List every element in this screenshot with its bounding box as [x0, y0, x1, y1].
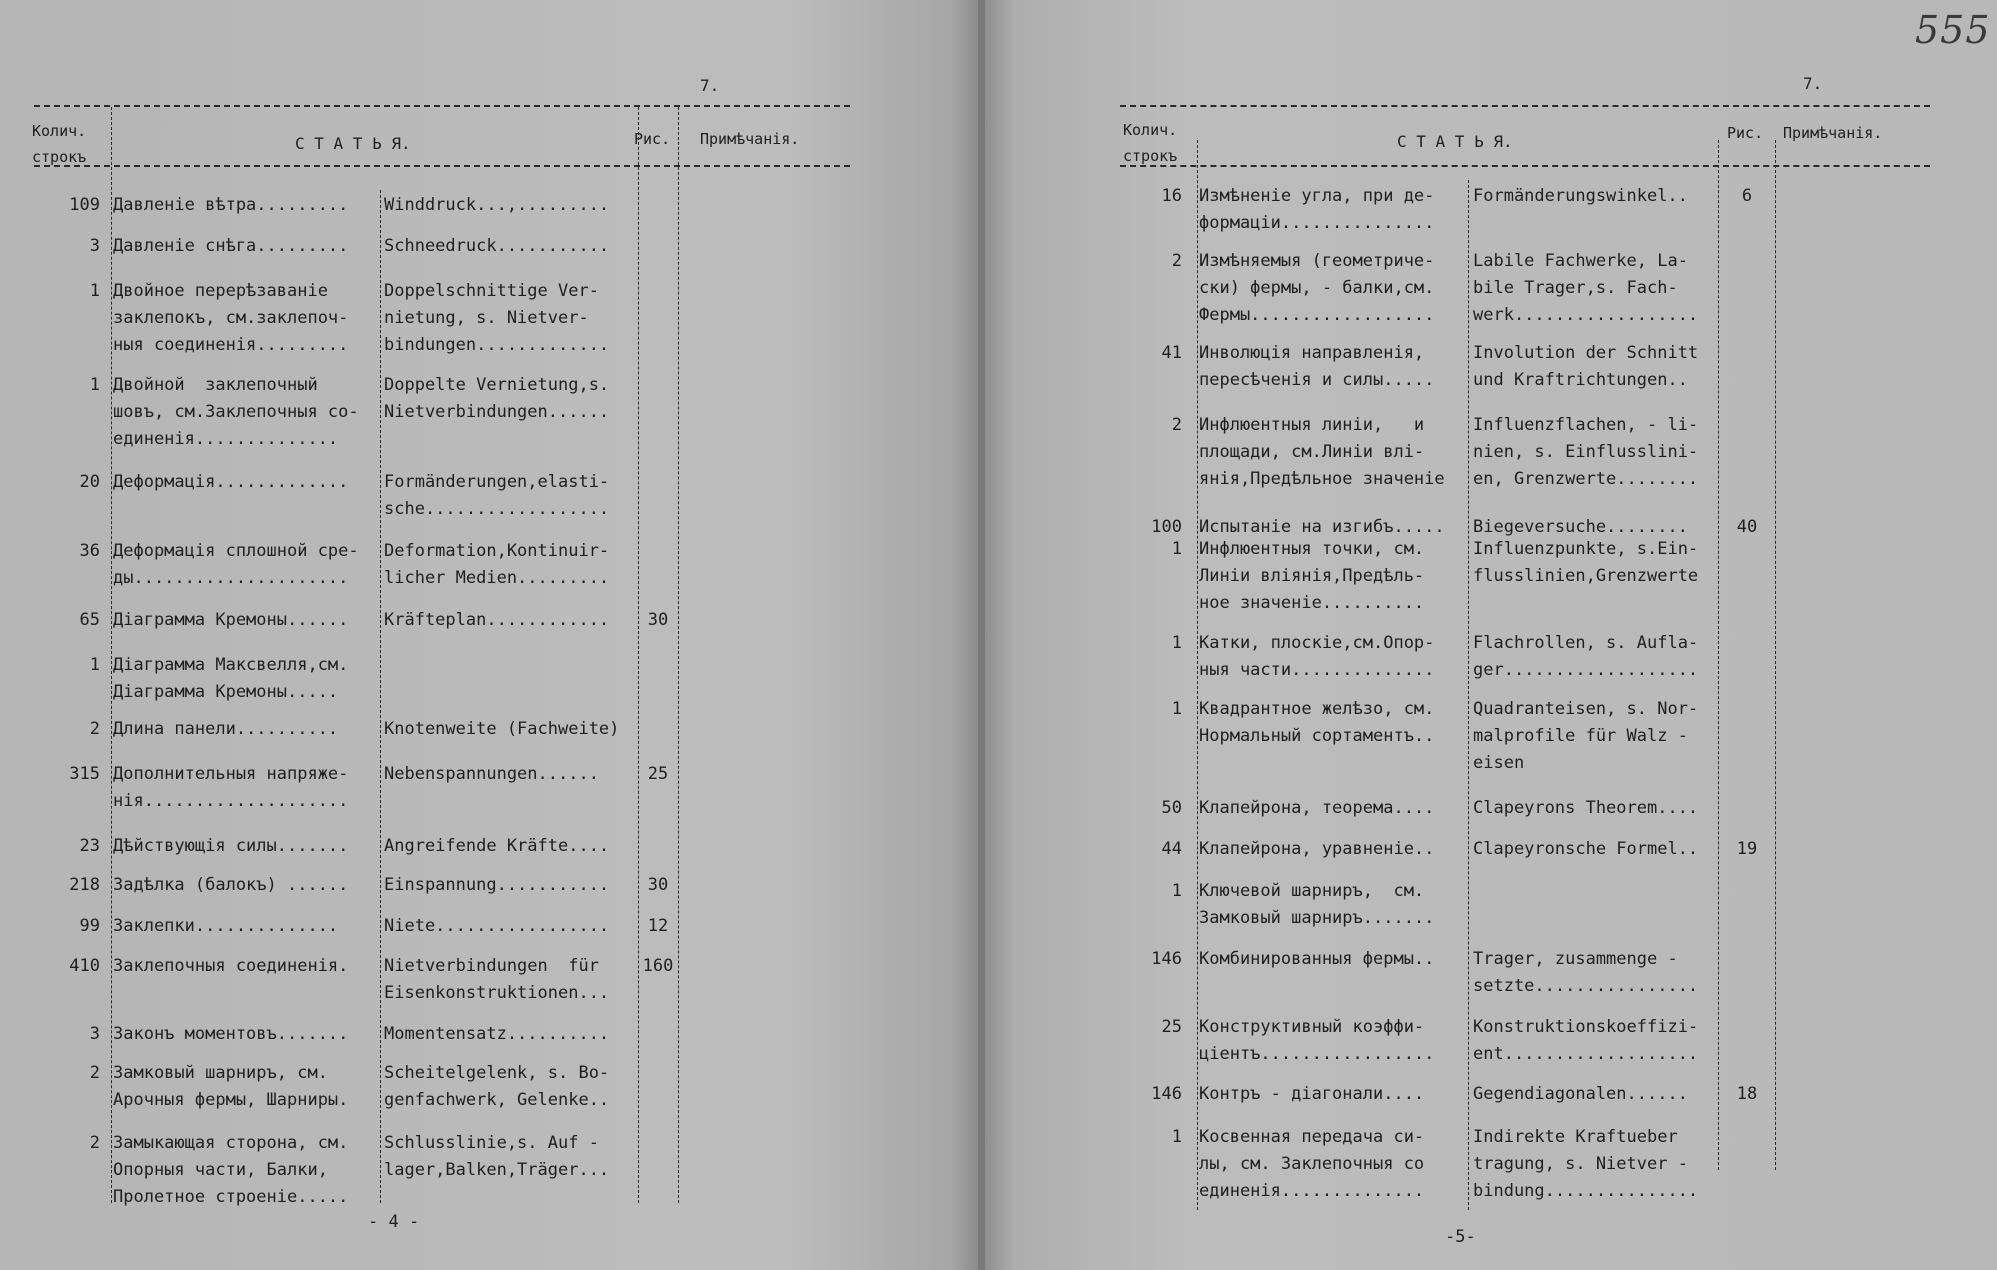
russian-term — [113, 372, 359, 453]
russian-term — [1199, 536, 1424, 617]
line-count: 100 — [1151, 517, 1182, 537]
german-term — [1473, 1124, 1698, 1205]
german-term — [384, 192, 609, 219]
german-term-line: Labile Fachwerke, La- — [1473, 251, 1688, 271]
line-count: 1 — [89, 655, 100, 675]
left-column-rule-2 — [380, 190, 381, 1203]
german-term — [1473, 536, 1698, 590]
left-column-rule-3 — [638, 107, 639, 1203]
russian-term-line: Давленіе вѣтра......... — [113, 195, 349, 215]
figure-number: 40 — [1736, 517, 1758, 537]
german-term-line: Deformation,Kontinuir- — [384, 541, 610, 561]
line-count: 44 — [1161, 839, 1182, 859]
russian-term-line: Контръ - діагонали.... — [1199, 1084, 1425, 1104]
right-article-header: С Т А Т Ь Я. — [1397, 132, 1513, 151]
russian-term-line: Инволюція направленія, — [1199, 343, 1425, 363]
russian-term-line: площади, см.Линіи влі- — [1199, 442, 1425, 462]
german-term-line: und Kraftrichtungen.. — [1473, 370, 1688, 390]
line-count: 1 — [89, 281, 100, 301]
line-count: 2 — [89, 1063, 100, 1083]
figure-number: 12 — [647, 916, 669, 936]
german-term — [1473, 412, 1698, 493]
left-qty-header-line1: Колич. — [32, 122, 87, 140]
german-term-line: ent................... — [1473, 1044, 1699, 1064]
left-notes-header: Примѣчанія. — [700, 130, 800, 148]
russian-term-line: Діаграмма Кремоны..... — [113, 682, 339, 702]
russian-term — [1199, 248, 1434, 329]
russian-term-line: Деформація сплошной сре- — [113, 541, 359, 561]
line-count: 315 — [69, 764, 100, 784]
russian-term — [113, 716, 338, 743]
right-page — [985, 0, 1997, 1270]
right-column-rule-3 — [1718, 140, 1719, 1170]
line-count: 65 — [79, 610, 100, 630]
russian-term — [1199, 1124, 1424, 1205]
german-term — [1473, 248, 1698, 329]
line-count: 2 — [89, 1133, 100, 1153]
figure-number: 30 — [647, 875, 669, 895]
german-term-line: Formänderungen,elasti- — [384, 472, 610, 492]
german-term-line: Einspannung........... — [384, 875, 610, 895]
german-term-line: werk.................. — [1473, 305, 1699, 325]
right-column-rule-4 — [1775, 140, 1776, 1170]
german-term — [1473, 183, 1688, 210]
line-count: 16 — [1161, 186, 1182, 206]
russian-term-line: Клапейрона, уравненіе.. — [1199, 839, 1435, 859]
line-count: 36 — [79, 541, 100, 561]
line-count: 2 — [1171, 251, 1182, 271]
german-term — [384, 1060, 609, 1114]
russian-term-line: Измѣненіе угла, при де- — [1199, 186, 1435, 206]
german-term-line: Involution der Schnitt — [1473, 343, 1699, 363]
russian-term-line: шовъ, см.Заклепочныя со- — [113, 402, 359, 422]
russian-term — [1199, 836, 1434, 863]
left-fig-header: Рис. — [634, 130, 671, 148]
german-term — [384, 872, 609, 899]
russian-term — [113, 192, 348, 219]
line-count: 218 — [69, 875, 100, 895]
german-term-line: tragung, s. Nietver - — [1473, 1154, 1688, 1174]
figure-number: 19 — [1736, 839, 1758, 859]
russian-term-line: Діаграмма Кремоны...... — [113, 610, 349, 630]
russian-term-line: Инфлюентныя точки, см. — [1199, 539, 1425, 559]
russian-term-line: ное значеніе.......... — [1199, 593, 1425, 613]
line-count: 2 — [89, 719, 100, 739]
russian-term — [1199, 696, 1434, 750]
line-count: 146 — [1151, 1084, 1182, 1104]
russian-term — [113, 469, 348, 496]
german-term-line: Quadranteisen, s. Nor- — [1473, 699, 1699, 719]
german-term-line: Scheitelgelenk, s. Bo- — [384, 1063, 610, 1083]
german-term-line: lager,Balken,Träger... — [384, 1160, 610, 1180]
german-term-line: Nietverbindungen...... — [384, 402, 610, 422]
right-top-rule — [1120, 105, 1930, 107]
right-qty-header-line2: строкъ — [1123, 147, 1178, 165]
german-term — [1473, 696, 1698, 777]
line-count: 1 — [1171, 881, 1182, 901]
handwritten-page-number: 555 — [1915, 8, 1991, 52]
german-term — [1473, 630, 1698, 684]
russian-term-line: Задѣлка (балокъ) ...... — [113, 875, 349, 895]
german-term-line: setzte................ — [1473, 976, 1699, 996]
russian-term-line: ски) фермы, - балки,см. — [1199, 278, 1435, 298]
german-term-line: Knotenweite (Fachweite) — [384, 719, 620, 739]
german-term — [1473, 1014, 1698, 1068]
russian-term-line: Опорныя части, Балки, — [113, 1160, 328, 1180]
right-header-number: 7. — [1803, 74, 1823, 93]
russian-term — [1199, 1081, 1424, 1108]
german-term-line: Winddruck...,......... — [384, 195, 610, 215]
german-term — [384, 761, 599, 788]
german-term-line: Angreifende Kräfte.... — [384, 836, 610, 856]
german-term — [1473, 836, 1698, 863]
russian-term-line: Испытаніе на изгибъ..... — [1199, 517, 1445, 537]
line-count: 99 — [79, 916, 100, 936]
german-term-line: nien, s. Einflusslini- — [1473, 442, 1699, 462]
russian-term-line: единенія.............. — [113, 429, 339, 449]
right-qty-header-line1: Колич. — [1123, 121, 1178, 139]
right-page-number: -5- — [1445, 1227, 1476, 1247]
russian-term-line: Заклепки.............. — [113, 916, 339, 936]
russian-term — [113, 538, 359, 592]
russian-term-line: единенія.............. — [1199, 1181, 1425, 1201]
line-count: 146 — [1151, 949, 1182, 969]
german-term-line: flusslinien,Grenzwerte — [1473, 566, 1699, 586]
right-header-rule — [1120, 165, 1930, 167]
russian-term-line: Косвенная передача си- — [1199, 1127, 1425, 1147]
russian-term — [113, 233, 348, 260]
line-count: 50 — [1161, 798, 1182, 818]
figure-number: 25 — [647, 764, 669, 784]
german-term-line: bindung............... — [1473, 1181, 1699, 1201]
russian-term — [113, 913, 338, 940]
left-top-rule — [34, 105, 850, 107]
german-term-line: Schlusslinie,s. Auf - — [384, 1133, 599, 1153]
german-term-line: Nietverbindungen für — [384, 956, 599, 976]
russian-term-line: лы, см. Заклепочныя со — [1199, 1154, 1425, 1174]
line-count: 20 — [79, 472, 100, 492]
russian-term — [113, 872, 348, 899]
figure-number: 160 — [642, 956, 674, 976]
russian-term-line: Нормальный сортаментъ.. — [1199, 726, 1435, 746]
german-term-line: Schneedruck........... — [384, 236, 610, 256]
russian-term — [113, 1021, 348, 1048]
russian-term-line: Квадрантное желѣзо, см. — [1199, 699, 1435, 719]
german-term-line: Nebenspannungen...... — [384, 764, 599, 784]
german-term-line: Kräfteplan............ — [384, 610, 610, 630]
russian-term — [1199, 183, 1434, 237]
german-term — [384, 607, 609, 634]
german-term — [384, 1021, 609, 1048]
line-count: 1 — [1171, 1127, 1182, 1147]
line-count: 1 — [1171, 633, 1182, 653]
russian-term-line: Дополнительныя напряже- — [113, 764, 349, 784]
figure-number: 18 — [1736, 1084, 1758, 1104]
german-term-line: Niete................. — [384, 916, 610, 936]
russian-term-line: ды..................... — [113, 568, 349, 588]
russian-term-line: Двойное перерѣзаваніе — [113, 281, 328, 301]
german-term-line: bindungen............. — [384, 335, 610, 355]
right-column-rule-2 — [1468, 180, 1469, 1210]
left-column-rule-1 — [111, 107, 112, 1203]
russian-term-line: Деформація............. — [113, 472, 349, 492]
left-qty-header-line2: строкъ — [32, 148, 87, 166]
russian-term — [113, 953, 348, 980]
german-term — [384, 538, 609, 592]
line-count: 3 — [89, 1024, 100, 1044]
russian-term-line: Арочныя фермы, Шарниры. — [113, 1090, 349, 1110]
right-qty-header — [1123, 117, 1177, 169]
german-term — [384, 469, 609, 523]
line-count: 41 — [1161, 343, 1182, 363]
russian-term — [1199, 340, 1434, 394]
german-term-line: Formänderungswinkel.. — [1473, 186, 1688, 206]
german-term-line: Gegendiagonalen...... — [1473, 1084, 1688, 1104]
german-term-line: ger................... — [1473, 660, 1699, 680]
russian-term — [1199, 946, 1434, 973]
german-term-line: sche.................. — [384, 499, 610, 519]
german-term-line: Indirekte Kraftueber — [1473, 1127, 1678, 1147]
german-term — [1473, 946, 1698, 1000]
german-term-line: nietung, s. Nietver- — [384, 308, 589, 328]
russian-term-line: нія.................... — [113, 791, 349, 811]
left-qty-header — [32, 118, 86, 170]
german-term-line: Influenzflachen, - li- — [1473, 415, 1699, 435]
russian-term-line: Замковый шарниръ....... — [1199, 908, 1435, 928]
german-term-line: eisen — [1473, 753, 1525, 773]
russian-term-line: Комбинированныя фермы.. — [1199, 949, 1435, 969]
german-term — [384, 233, 609, 260]
russian-term-line: ціентъ................. — [1199, 1044, 1435, 1064]
line-count: 1 — [1171, 699, 1182, 719]
russian-term-line: Замыкающая сторона, см. — [113, 1133, 349, 1153]
russian-term — [113, 1060, 348, 1114]
left-header-rule — [34, 165, 850, 167]
german-term-line: Momentensatz.......... — [384, 1024, 610, 1044]
russian-term-line: формаціи............... — [1199, 213, 1435, 233]
russian-term-line: пересѣченія и силы..... — [1199, 370, 1435, 390]
left-header-number: 7. — [700, 76, 720, 95]
line-count: 1 — [1171, 539, 1182, 559]
german-term-line: Konstruktionskoeffizi- — [1473, 1017, 1699, 1037]
russian-term-line: Дѣйствующія силы....... — [113, 836, 349, 856]
russian-term — [113, 1130, 348, 1211]
russian-term — [113, 652, 348, 706]
russian-term — [1199, 630, 1434, 684]
russian-term-line: Фермы.................. — [1199, 305, 1435, 325]
left-article-header: С Т А Т Ь Я. — [295, 134, 411, 153]
russian-term-line: ныя части.............. — [1199, 660, 1435, 680]
line-count: 2 — [1171, 415, 1182, 435]
german-term — [1473, 795, 1698, 822]
left-column-rule-4 — [678, 107, 679, 1203]
line-count: 23 — [79, 836, 100, 856]
russian-term — [1199, 878, 1434, 932]
german-term-line: licher Medien......... — [384, 568, 610, 588]
russian-term — [113, 278, 348, 359]
figure-number: 30 — [647, 610, 669, 630]
left-page — [0, 0, 980, 1270]
russian-term-line: Инфлюентныя линіи, и — [1199, 415, 1425, 435]
german-term-line: Biegeversuche........ — [1473, 517, 1688, 537]
german-term — [384, 1130, 609, 1184]
russian-term-line: Линіи вліянія,Предѣль- — [1199, 566, 1425, 586]
german-term-line: malprofile für Walz - — [1473, 726, 1688, 746]
russian-term — [1199, 795, 1434, 822]
russian-term-line: Замковый шарниръ, см. — [113, 1063, 328, 1083]
line-count: 1 — [89, 375, 100, 395]
german-term — [1473, 1081, 1688, 1108]
russian-term — [1199, 1014, 1434, 1068]
russian-term-line: Двойной заклепочный — [113, 375, 318, 395]
line-count: 3 — [89, 236, 100, 256]
german-term-line: genfachwerk, Gelenke.. — [384, 1090, 610, 1110]
german-term-line: Doppelschnittige Ver- — [384, 281, 599, 301]
german-term-line: Trager, zusammenge - — [1473, 949, 1678, 969]
russian-term-line: Длина панели.......... — [113, 719, 339, 739]
russian-term-line: Измѣняемыя (геометриче- — [1199, 251, 1435, 271]
german-term — [1473, 340, 1698, 394]
line-count: 410 — [69, 956, 100, 976]
german-term-line: Doppelte Vernietung,s. — [384, 375, 610, 395]
right-fig-header: Рис. — [1727, 124, 1764, 142]
german-term — [384, 953, 609, 1007]
german-term-line: Flachrollen, s. Aufla- — [1473, 633, 1699, 653]
russian-term-line: Заклепочныя соединенія. — [113, 956, 349, 976]
german-term-line: bile Trager,s. Fach- — [1473, 278, 1678, 298]
russian-term-line: Давленіе снѣга......... — [113, 236, 349, 256]
russian-term — [113, 607, 348, 634]
russian-term-line: ныя соединенія......... — [113, 335, 349, 355]
german-term-line: Eisenkonstruktionen... — [384, 983, 610, 1003]
right-notes-header: Примѣчанія. — [1783, 124, 1883, 142]
line-count: 109 — [69, 195, 100, 215]
german-term — [384, 716, 619, 743]
russian-term-line: янія,Предѣльное значеніе — [1199, 469, 1445, 489]
russian-term-line: Конструктивный коэффи- — [1199, 1017, 1425, 1037]
russian-term-line: Діаграмма Максвелля,см. — [113, 655, 349, 675]
russian-term-line: Пролетное строеніе..... — [113, 1187, 349, 1207]
german-term — [384, 833, 609, 860]
left-page-number: - 4 - — [368, 1212, 420, 1232]
german-term-line: en, Grenzwerte........ — [1473, 469, 1699, 489]
german-term-line: Clapeyrons Theorem.... — [1473, 798, 1699, 818]
russian-term — [1199, 412, 1445, 493]
german-term-line: Clapeyronsche Formel.. — [1473, 839, 1699, 859]
russian-term — [113, 761, 348, 815]
line-count: 25 — [1161, 1017, 1182, 1037]
russian-term — [113, 833, 348, 860]
russian-term-line: Катки, плоскіе,см.Опор- — [1199, 633, 1435, 653]
figure-number: 6 — [1741, 186, 1753, 206]
russian-term-line: Клапейрона, теорема.... — [1199, 798, 1435, 818]
russian-term-line: Ключевой шарниръ, см. — [1199, 881, 1425, 901]
german-term — [384, 278, 609, 359]
russian-term-line: заклепокъ, см.заклепоч- — [113, 308, 349, 328]
russian-term-line: Законъ моментовъ....... — [113, 1024, 349, 1044]
right-column-rule-1 — [1197, 140, 1198, 1210]
german-term-line: Influenzpunkte, s.Ein- — [1473, 539, 1699, 559]
german-term — [384, 913, 609, 940]
german-term — [384, 372, 609, 426]
